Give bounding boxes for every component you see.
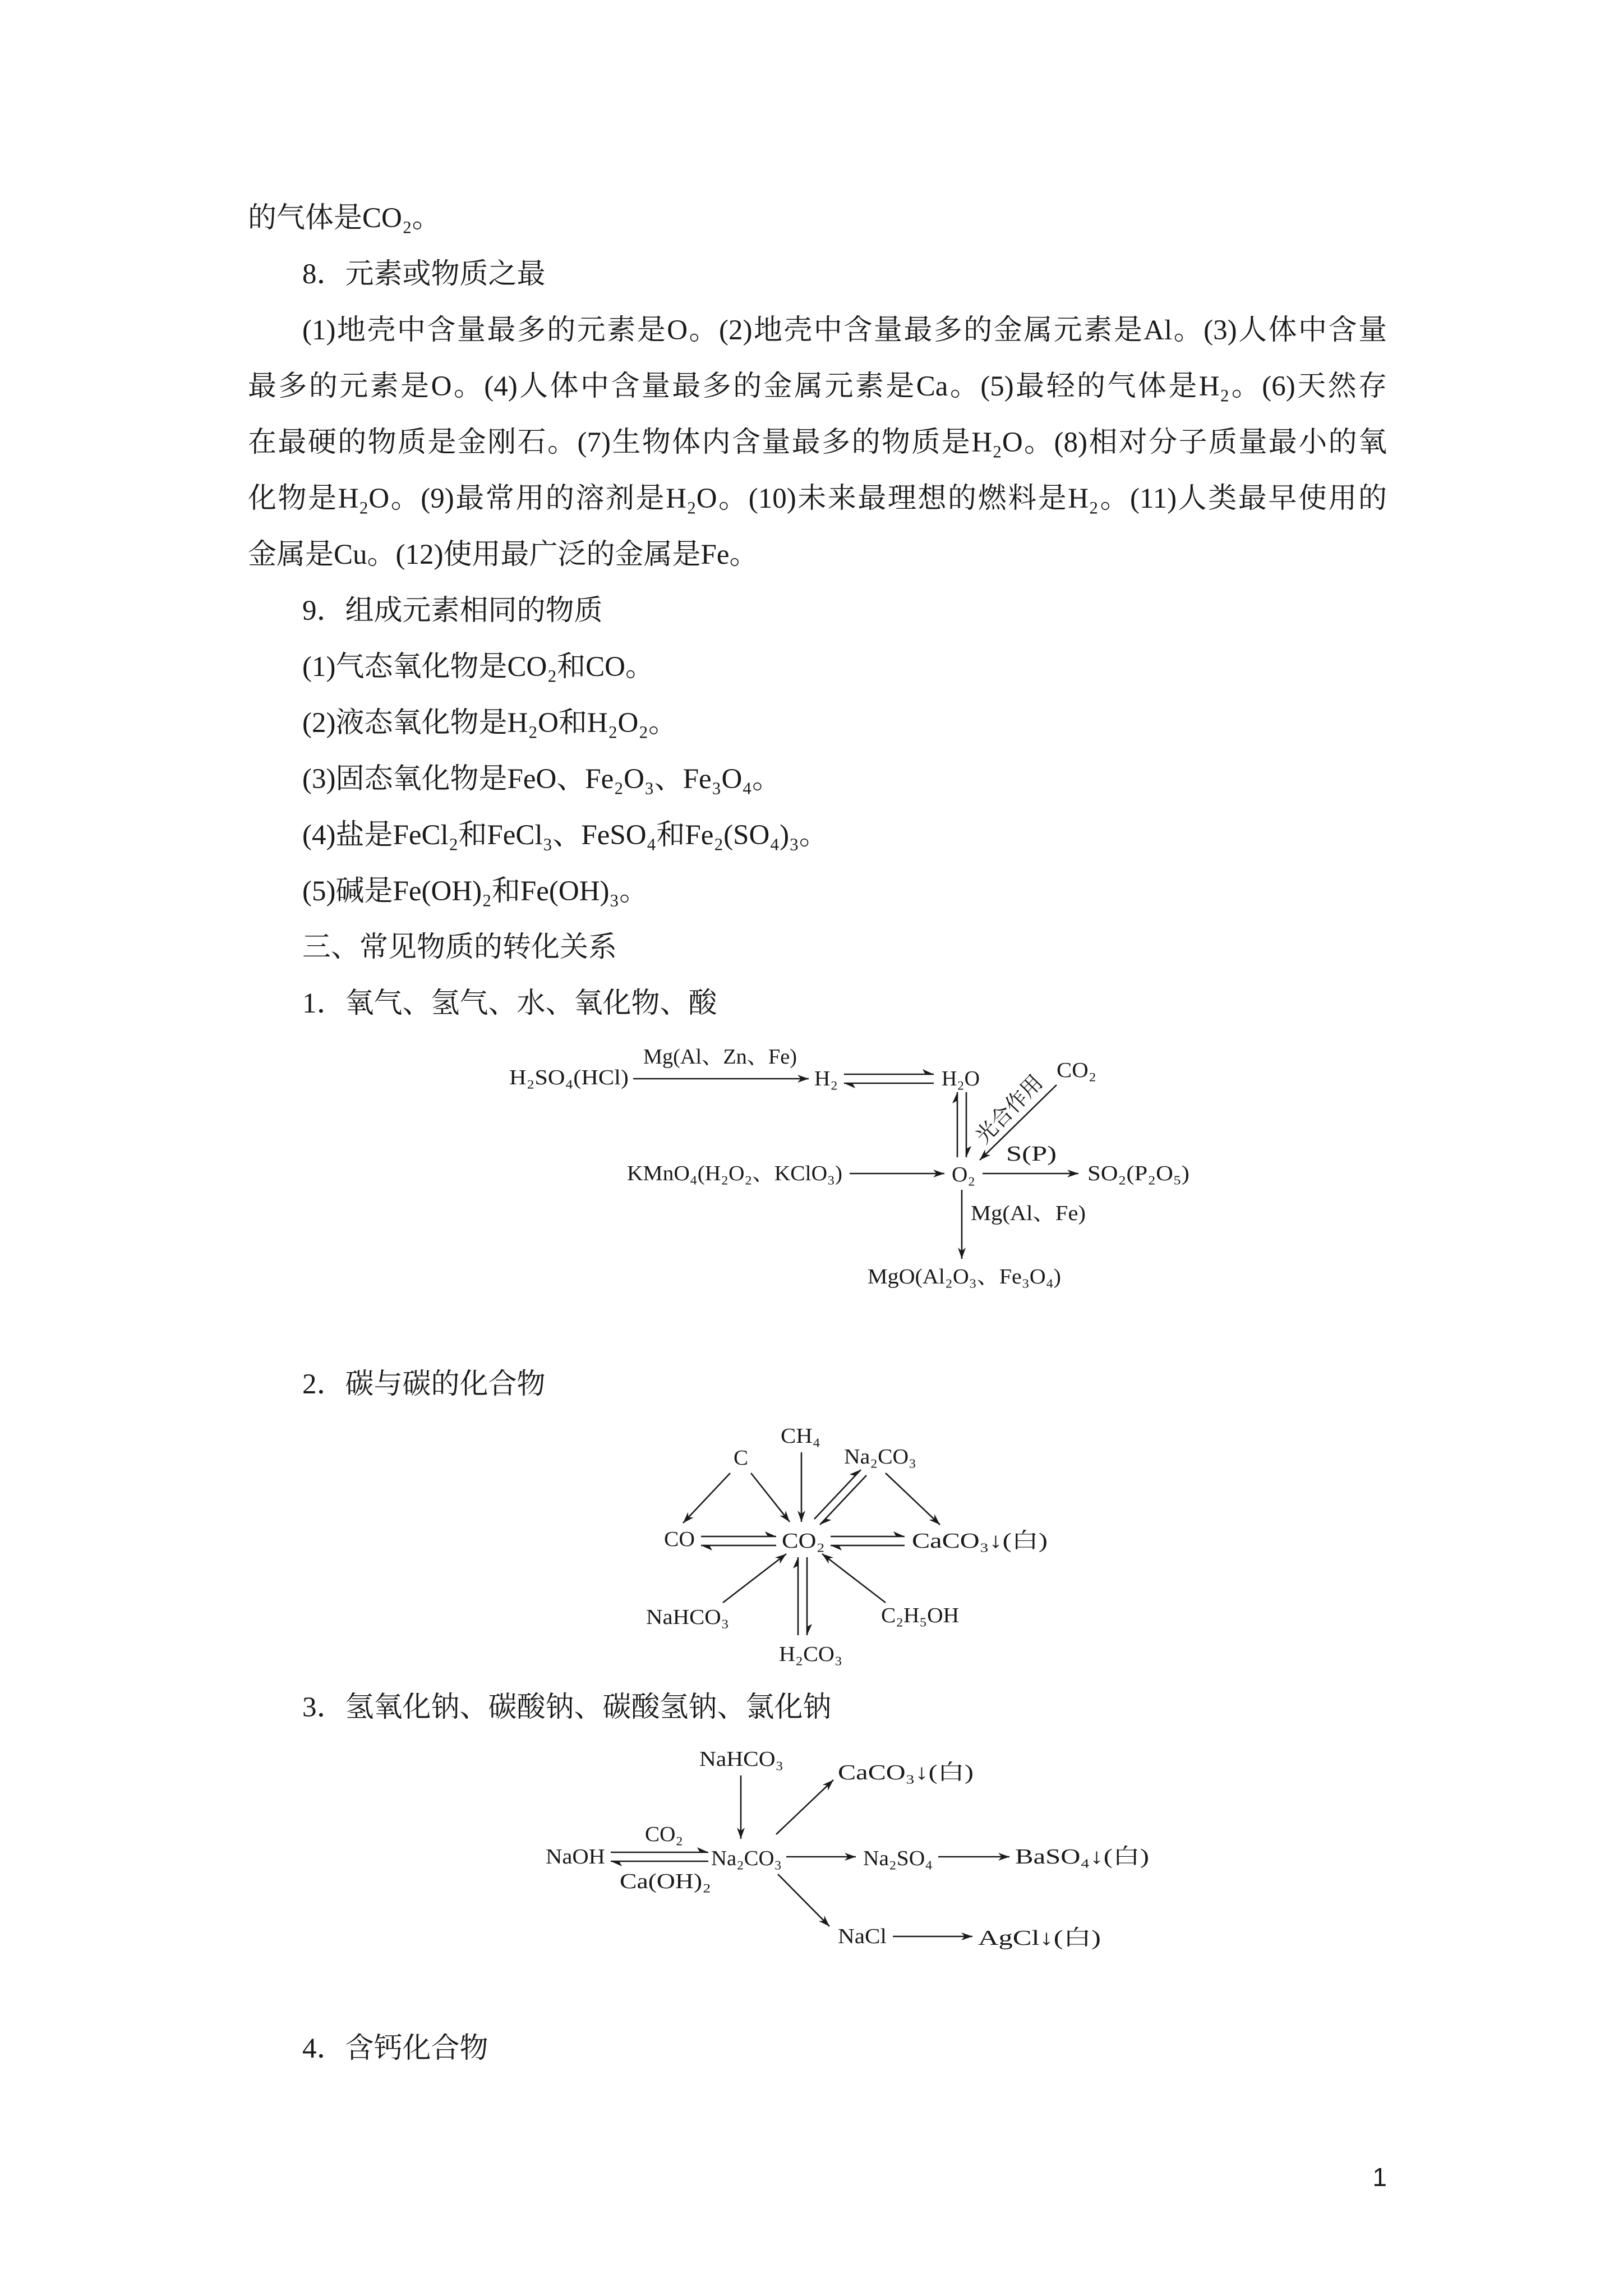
- label-s-p: S(P): [1006, 1142, 1057, 1166]
- node-ch4: CH₄: [781, 1424, 820, 1448]
- node-nacl: NaCl: [838, 1925, 887, 1948]
- node-co2: CO₂: [1057, 1059, 1096, 1082]
- diagram-carbon-compounds: [0, 1414, 1623, 1683]
- topic-2-heading: 2．碳与碳的化合物: [302, 1369, 546, 1400]
- arrow-c-to-co2: [751, 1473, 790, 1522]
- section-8-line: 在最硬的物质是金刚石。(7)生物体内含量最多的物质是H₂O。(8)相对分子质量最小的氧: [248, 427, 1387, 458]
- arrow-na2co3-to-nacl: [778, 1874, 829, 1926]
- node-h2o: H₂O: [942, 1067, 980, 1091]
- node-na2co3: Na₂CO₃: [711, 1847, 782, 1870]
- node-h2so4-hcl: H₂SO₄(HCl): [509, 1066, 629, 1089]
- section-9-item: (1)气态氧化物是CO₂和CO。: [302, 651, 654, 683]
- node-baso4-precipitate: BaSO₄↓(白): [1015, 1845, 1149, 1869]
- topic-3-heading: 3．氢氧化钠、碳酸钠、碳酸氢钠、氯化钠: [302, 1692, 832, 1723]
- part-3-heading: 三、常见物质的转化关系: [302, 932, 617, 963]
- node-h2: H₂: [814, 1067, 838, 1091]
- section-8-line: 化物是H₂O。(9)最常用的溶剂是H₂O。(10)未来最理想的燃料是H₂。(11)人类最早使用的: [248, 483, 1387, 514]
- label-co2: CO₂: [645, 1823, 683, 1846]
- topic-4-heading: 4．含钙化合物: [302, 2033, 488, 2064]
- node-agcl-precipitate: AgCl↓(白): [978, 1926, 1101, 1950]
- continuation-line: 的气体是CO₂。: [248, 203, 441, 234]
- section-9-item: (5)碱是Fe(OH)₂和Fe(OH)₃。: [302, 876, 648, 907]
- label-photosynthesis: 光合作用: [971, 1070, 1048, 1149]
- section-9-title: 9．组成元素相同的物质: [302, 595, 603, 627]
- node-h2co3: H₂CO₃: [779, 1642, 842, 1666]
- arrow-na2co3-to-co2: [820, 1475, 866, 1525]
- section-8-title: 8．元素或物质之最: [302, 259, 546, 290]
- node-caco3-precipitate: CaCO₃↓(白): [838, 1761, 974, 1784]
- label-mg-al-zn-fe: Mg(Al、Zn、Fe): [643, 1045, 797, 1069]
- arrow-c-to-co: [683, 1473, 730, 1523]
- node-nahco3: NaHCO₃: [699, 1747, 783, 1771]
- section-9-item: (2)液态氧化物是H₂O和H₂O₂。: [302, 707, 677, 739]
- node-naoh: NaOH: [546, 1845, 605, 1869]
- node-kmno4-h2o2-kclo3: KMnO₄(H₂O₂、KClO₃): [627, 1162, 842, 1185]
- node-mgo-al2o3-fe3o4: MgO(Al₂O₃、Fe₃O₄): [868, 1265, 1061, 1289]
- topic-1-heading: 1．氧气、氢气、水、氧化物、酸: [302, 988, 717, 1019]
- label-caoh2: Ca(OH)₂: [620, 1870, 711, 1893]
- section-9-item: (4)盐是FeCl₂和FeCl₃、FeSO₄和Fe₂(SO₄)₃。: [302, 820, 828, 851]
- node-na2co3: Na₂CO₃: [844, 1445, 916, 1469]
- node-o2: O₂: [952, 1163, 975, 1186]
- node-co2: CO₂: [782, 1529, 825, 1553]
- arrow-co2-to-na2co3: [814, 1470, 861, 1519]
- node-so2-p2o5: SO₂(P₂O₅): [1087, 1162, 1189, 1185]
- arrow-c2h5oh-to-co2: [822, 1554, 886, 1603]
- section-9-item: (3)固态氧化物是FeO、Fe₂O₃、Fe₃O₄。: [302, 763, 781, 795]
- node-nahco3: NaHCO₃: [646, 1605, 729, 1629]
- diagram-sodium-compounds: [0, 1733, 1623, 1963]
- node-na2so4: Na₂SO₄: [863, 1847, 933, 1870]
- node-c2h5oh: C₂H₅OH: [881, 1604, 959, 1627]
- arrow-na2co3-to-caco3: [886, 1473, 940, 1525]
- diagram-oxygen-hydrogen-water: [0, 1032, 1623, 1301]
- page-number: 1: [1372, 2162, 1387, 2192]
- arrow-na2co3-to-caco3: [776, 1780, 833, 1834]
- section-8-line: 金属是Cu。(12)使用最广泛的金属是Fe。: [248, 539, 758, 570]
- label-mg-al-fe: Mg(Al、Fe): [971, 1202, 1086, 1225]
- section-8-line: (1)地壳中含量最多的元素是O。(2)地壳中含量最多的金属元素是Al。(3)人体中含量: [302, 315, 1387, 346]
- arrow-nahco3-to-co2: [723, 1554, 786, 1603]
- node-c: C: [734, 1446, 748, 1470]
- section-8-line: 最多的元素是O。(4)人体中含量最多的金属元素是Ca。(5)最轻的气体是H₂。(6)天然存: [248, 371, 1387, 402]
- node-caco3-precipitate: CaCO₃↓(白): [912, 1529, 1048, 1553]
- node-co: CO: [664, 1527, 695, 1551]
